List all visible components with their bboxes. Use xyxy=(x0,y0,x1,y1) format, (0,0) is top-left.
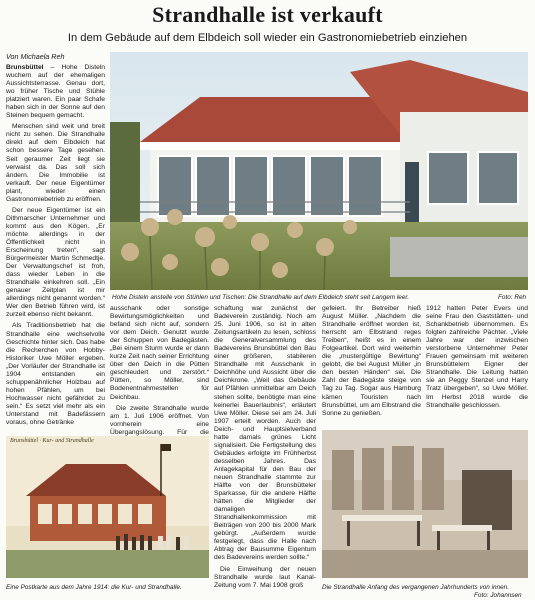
paragraph xyxy=(6,64,105,120)
dateline: Brunsbüttel xyxy=(6,64,44,71)
headline: Strandhalle ist verkauft xyxy=(152,2,383,27)
paragraph: Die Einweihung der neuen Strandhalle wurde laut Kanal-Zeitung vom 7. Mai 1908 groß xyxy=(214,565,316,589)
article-column-3 xyxy=(214,305,316,600)
postcard-label: Brunsbüttel · Kur- und Strandhalle xyxy=(10,438,94,444)
photo-caption: Hohe Disteln anstelle von Stühlen und Tischen: Die Strandhalle auf dem Elbdeich steht seit Langem leer. xyxy=(112,294,410,301)
article-column-5 xyxy=(426,305,528,425)
photo-caption: Die Strandhalle Anfang des vergangenen Jahrhunderts von innen. xyxy=(322,584,509,591)
article-column-4 xyxy=(322,305,421,425)
paragraph: Die zweite Strandhalle wurde am 1. Juli 1906 eröffnet. Von vornherein eine Übergangslösung. Für die xyxy=(110,404,209,436)
photo-strandhalle-exterior xyxy=(110,52,528,290)
photo-interior-historic xyxy=(322,430,528,578)
paragraph: gefeiert. Ihr Betreiber hieß August Müller. „Nachdem die Strandhalle eröffnet worden ist, herrscht am Elbstrand reges Treiben“, heißt es in einem Folgeartikel. Dort wird weiterhin die „mustergültige Bewirtung“ gelobt, die bei August Müller „in den besten Händen“ sei. Die Zahl der Badegäste steige von Tag zu Tag. Sogar aus Hamburg kämen Touristen nach Brunsbüttel, um am Elbstrand die Sonne zu genießen. xyxy=(322,305,421,417)
photo-postcard-1914 xyxy=(6,436,209,578)
byline: Von Michaela Reh xyxy=(6,52,65,61)
paragraph-text: – Hohe Disteln wuchern auf der ehemaligen Aussichtsterrasse. Genau dort, wo früher Tische und Stühle platziert waren. Ein paar Schafe haben sich in der Sonne auf den Steinen bequem gemacht. xyxy=(6,64,105,120)
photo-credit: Foto: Reh xyxy=(498,294,527,301)
article-column-2 xyxy=(110,305,209,435)
paragraph: schaftung war zunächst der Badeverein zuständig. Noch am 25. Juni 1906, so ist in alten Zeitungsartikeln zu lesen, schloss die Generalversammlung des Badevereins Brunsbüttel den Bau einer größeren, stabileren Strandhalle mit Ausschank in Deichhöhe und Aussicht über die Deichkrone. „Weil das Gebäude auf Pfählen unmittelbar am Deich stehen sollte, benötigte man eine keinerlei Bauerlaubnis“, erläutert Uwe Möller. Diese sei am 24. Juli 1907 erteilt worden. Auch der Deich- und Hauptsielverband hatte damals grünes Licht signalisiert. Die Fertigstellung des Gebäudes erfolgte im Frühherbst desselben Jahres. Das Anlagekapital für den Bau der neuen Strandhalle stammte zur Hälfte von der Brunsbütteler Sparkasse, für die andere Hälfte hätten die Mitglieder der damaligen Strandhallenkommission mit Beiträgen von 200 bis 2000 Mark gebürgt. „Außerdem wurde festgelegt, dass die Halle nach Abtrag der Bausumme Eigentum des Badevereins werden sollte.“ xyxy=(214,305,316,562)
photo-credit: Foto: Johannsen xyxy=(474,592,522,599)
paragraph: Der neue Eigentümer ist ein Dithmarscher Unternehmer und kommt aus den Kögen. „Er möchte allerdings in der Öffentlichkeit nicht in Erscheinung treten“, sagt Bürgermeister Martin Schmedtje. Der Verwaltungschef ist froh, dass wieder Leben in die Strandhalle einkehren soll. „Ein genauer Zeitplan ist mir allerdings nicht genannt worden.“ Wer den Betrieb führen wird, ist zurzeit ebenso nicht bekannt. xyxy=(6,206,105,319)
photo-caption: Eine Postkarte aus dem Jahre 1914: die Kur- und Strandhalle. xyxy=(6,584,182,591)
paragraph: Menschen sind weit und breit nicht zu sehen. Die Strandhalle direkt auf dem Elbdeich hat schon bessere Tage gesehen. Seit geraumer Zeit liegt sie verwaist da. Das soll sich ändern. Die Immobilie ist verkauft. Der neue Eigentümer plant, wieder einen Gastronomiebetrieb zu eröffnen. xyxy=(6,123,105,203)
paragraph: ausschank oder sonstige Bewirtungsmöglichkeiten und befand sich nicht auf, sondern vor dem Deich. Genutzt wurde der Schuppen von Badegästen. „Bei einem Sturm wurde er dann kurze Zeit nach seiner Errichtung über den Deich in die Pütten geschleudert und zerstört.“ Pütten, so Möller, sind Bodenentnahmestellen für Deichbau. xyxy=(110,305,209,401)
subheadline: In dem Gebäude auf dem Elbdeich soll wieder ein Gastronomiebetrieb einziehen xyxy=(67,32,468,44)
paragraph: 1912 hatten Peter Evers und seine Frau den Gaststätten- und Schankbetrieb übernommen. Es folgten zahlreiche Pächter. „Viele Jahre war der inzwischen verstorbene Unternehmer Peter Frauen gemeinsam mit weiteren Brunsbüttelern Eigner der Strandhalle. Die Leitung hatten sie an Peggy Stenzel und Harry Tratz übergeben“, so Uwe Möller. Im Herbst 2018 wurde die Strandhalle geschlossen. xyxy=(426,305,528,409)
article-column-1 xyxy=(6,64,105,427)
paragraph: Als Traditionsbetrieb hat die Strandhalle eine wechselvolle Geschichte hinter sich. Das habe die Recherchen von Hobby-Historiker Uwe Möller ergeben. „Der Vorläufer der Strandhalle ist 1904 entstanden ein schuppenähnlicher Holzbau auf hohen Pfählen, um bei Hochwasser nicht gefährdet zu sein.“ Es setzt viel mehr als ein Unterstand mit Badefässern voraus, ohne Getränke xyxy=(6,322,105,427)
